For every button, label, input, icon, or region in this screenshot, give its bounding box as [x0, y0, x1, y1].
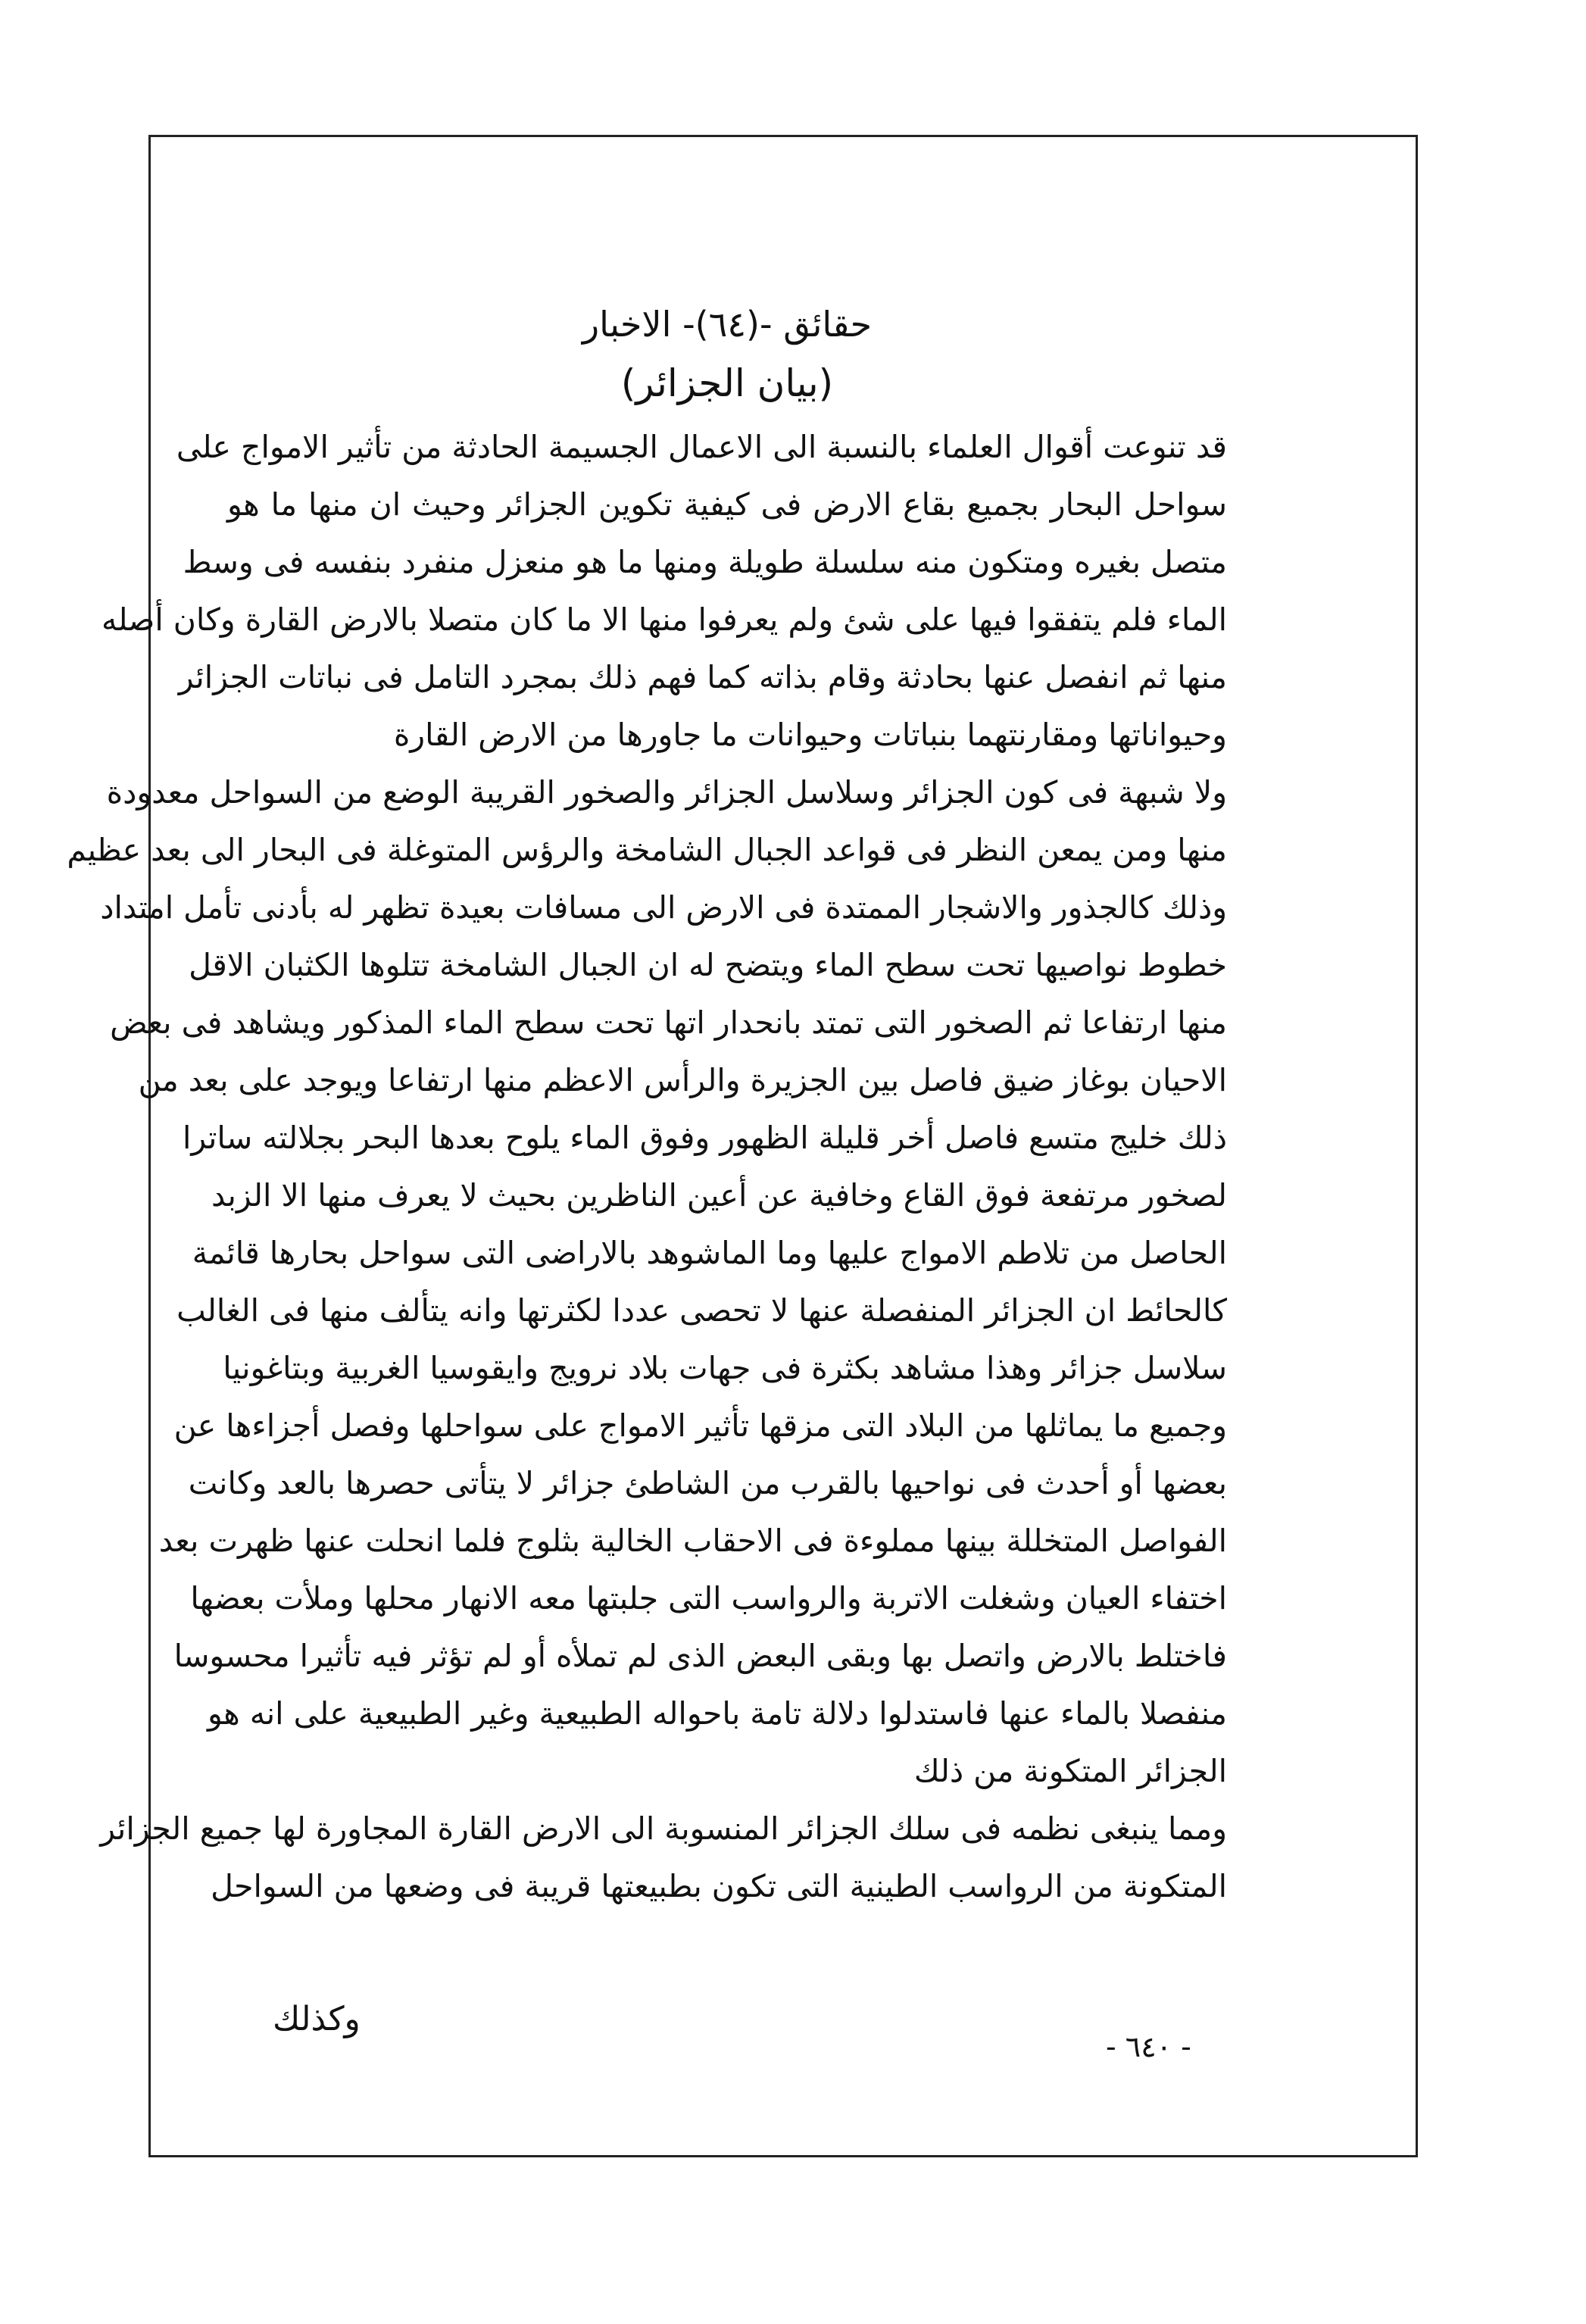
page-number: - ٦٤٠ -	[1106, 2030, 1191, 2063]
text-line: ذلك خليج متسع فاصل أخر قليلة الظهور وفوق الماء يلوح بعدها البحر بجلالته ساترا	[182, 1120, 1227, 1156]
text-line: خطوط نواصيها تحت سطح الماء ويتضح له ان الجبال الشامخة تتلوها الكثبان الاقل	[189, 947, 1227, 983]
text-line: الفواصل المتخللة بينها مملوءة فى الاحقاب الخالية بثلوج فلما انحلت عنها ظهرت بعد	[158, 1523, 1227, 1559]
section-title: (بيان الجزائر)	[620, 361, 834, 405]
text-line: سواحل البحار بجميع بقاع الارض فى كيفية تكوين الجزائر وحيث ان منها ما هو	[227, 486, 1227, 523]
text-line: ولا شبهة فى كون الجزائر وسلاسل الجزائر والصخور القريبة الوضع من السواحل معدودة	[106, 774, 1227, 811]
text-line: كالحائط ان الجزائر المنفصلة عنها لا تحصى عددا لكثرتها وانه يتألف منها فى الغالب	[176, 1292, 1227, 1329]
text-line: المتكونة من الرواسب الطينية التى تكون بطبيعتها قريبة فى وضعها من السواحل	[211, 1868, 1227, 1904]
text-line: وذلك كالجذور والاشجار الممتدة فى الارض الى مسافات بعيدة تظهر له بأدنى تأمل امتداد	[100, 889, 1227, 926]
text-line: منها ارتفاعا ثم الصخور التى تمتد بانحدار اتها تحت سطح الماء المذكور ويشاهد فى بعض	[110, 1004, 1227, 1041]
paragraph-2	[67, 764, 1227, 1800]
text-line: منها ثم انفصل عنها بحادثة وقام بذاته كما فهم ذلك بمجرد التامل فى نباتات الجزائر	[178, 659, 1227, 695]
catchword: وكذلك	[273, 2000, 361, 2038]
text-line: منها ومن يمعن النظر فى قواعد الجبال الشامخة والرؤس المتوغلة فى البحار الى بعد عظيم	[67, 832, 1227, 868]
text-line: سلاسل جزائر وهذا مشاهد بكثرة فى جهات بلاد نرويج وايقوسيا الغربية وبتاغونيا	[223, 1350, 1227, 1386]
text-line: وجميع ما يماثلها من البلاد التى مزقها تأثير الامواج على سواحلها وفصل أجزاءها عن	[173, 1407, 1227, 1444]
text-line: ومما ينبغى نظمه فى سلك الجزائر المنسوبة الى الارض القارة المجاورة لها جميع الجزائر	[100, 1810, 1227, 1847]
text-line: الجزائر المتكونة من ذلك	[913, 1753, 1227, 1789]
text-line: اختفاء العيان وشغلت الاتربة والرواسب التى جلبتها معه الانهار محلها وملأت بعضها	[190, 1580, 1227, 1616]
text-line: بعضها أو أحدث فى نواحيها بالقرب من الشاطئ جزائر لا يتأتى حصرها بالعد وكانت	[188, 1465, 1227, 1501]
text-line: الحاصل من تلاطم الامواج عليها وما الماشوهد بالاراضى التى سواحل بحارها قائمة	[192, 1235, 1227, 1271]
page-body	[67, 295, 1227, 2007]
paragraph-1	[101, 418, 1227, 764]
text-line: متصل بغيره ومتكون منه سلسلة طويلة ومنها ما هو منعزل منفرد بنفسه فى وسط	[183, 544, 1227, 580]
running-header: حقائق -(٦٤)- الاخبار	[582, 304, 873, 345]
text-line: قد تنوعت أقوال العلماء بالنسبة الى الاعمال الجسيمة الحادثة من تأثير الامواج على	[176, 429, 1227, 465]
text-line: منفصلا بالماء عنها فاستدلوا دلالة تامة باحواله الطبيعية وغير الطبيعية على انه هو	[207, 1695, 1227, 1732]
paragraph-3	[100, 1800, 1227, 1915]
text-line: وحيواناتها ومقارنتهما بنباتات وحيوانات ما جاورها من الارض القارة	[393, 717, 1227, 753]
text-line: فاختلط بالارض واتصل بها وبقى البعض الذى لم تملأه أو لم تؤثر فيه تأثيرا محسوسا	[173, 1638, 1227, 1674]
text-line: لصخور مرتفعة فوق القاع وخافية عن أعين الناظرين بحيث لا يعرف منها الا الزبد	[211, 1177, 1227, 1214]
text-line: الاحيان بوغاز ضيق فاصل بين الجزيرة والرأس الاعظم منها ارتفاعا ويوجد على بعد من	[138, 1062, 1227, 1098]
text-line: الماء فلم يتفقوا فيها على شئ ولم يعرفوا منها الا ما كان متصلا بالارض القارة وكان أصله	[101, 601, 1227, 638]
